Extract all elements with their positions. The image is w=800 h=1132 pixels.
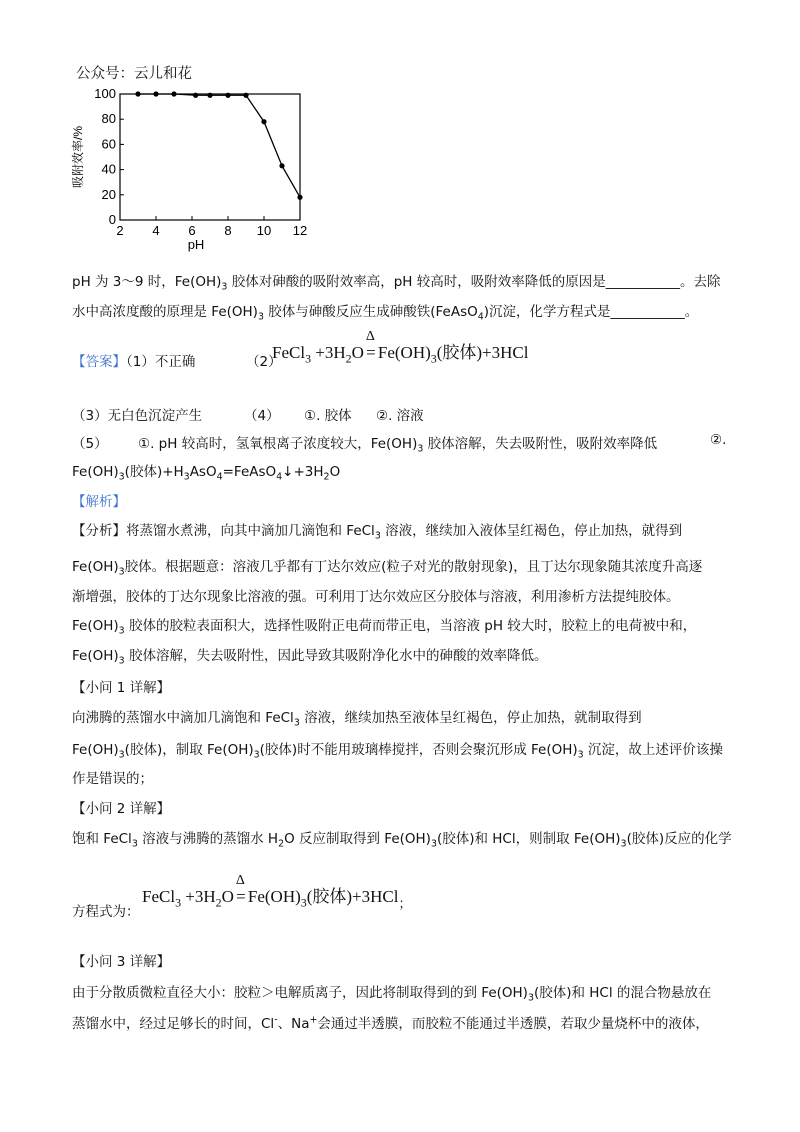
subquestion-3-line-1: 由于分散质微粒直径大小：胶粒＞电解质离子，因此将制取得到的到 $Fe(OH)_3$(胶体)和 HCl 的混合物悬放在 [72,985,712,1004]
analysis-line-1: 【分析】将蒸馏水煮沸，向其中滴加几滴饱和 FeCl$_3$ 溶液，继续加入液体呈红褐色，停止加热，就得到 [72,523,683,542]
subquestion-3-line-2: 蒸馏水中，经过足够长的时间，Cl-、Na+会通过半透膜，而胶粒不能通过半透膜，若取少量烧杯中的液体， [72,1014,709,1032]
analysis-line-3: 渐增强，胶体的丁达尔现象比溶液的强。可利用丁达尔效应区分胶体与溶液，利用渗析方法提纯胶体。 [72,589,680,605]
x-tick-label: 12 [292,223,308,238]
subquestion-1-line-2: $Fe(OH)_3$(胶体)，制取 $Fe(OH)_3$(胶体)时不能用玻璃棒搅拌，否则会聚沉形成 $Fe(OH)_3$ 沉淀，故上述评价该操 [72,742,723,761]
subquestion-2-equation: FeCl$_3$ $+3H_2O$ Δ = $Fe(OH)_3$(胶体)+3HCl$_;$ [142,873,412,911]
series-line [138,94,300,197]
subquestion-2-title: 【小问 2 详解】 [72,801,171,817]
data-point [261,119,266,124]
x-tick-label: 2 [116,223,124,238]
subquestion-1-title: 【小问 1 详解】 [72,680,171,696]
data-point [207,93,212,98]
question-line-2: 水中高浓度酸的原理是 $Fe(OH)_3$ 胶体与砷酸反应生成砷酸铁(FeAsO$_4$)沉淀，化学方程式是___________。 [72,304,699,323]
answer-label: 【答案】 [72,354,126,370]
answer-part-3: （3）无白色沉淀产生 [72,408,203,424]
adsorption-efficiency-chart [60,82,320,262]
subquestion-1-line-3: 作是错误的； [72,771,153,787]
answer-part-4-a: ①. 胶体 [304,408,352,424]
y-tick-label: 20 [101,186,116,202]
data-point [153,91,158,96]
y-tick-label: 0 [108,212,116,227]
subquestion-3-title: 【小问 3 详解】 [72,954,171,970]
plot-frame [120,94,300,220]
answer-line-1: 【答案】（1）不正确 [72,354,196,370]
x-axis-label: pH [187,237,205,252]
analysis-line-2: $Fe(OH)_3$胶体。根据题意：溶液几乎都有丁达尔效应(粒子对光的散射现象)，且丁达尔现象随其浓度升高逐 [72,559,703,578]
data-point [171,91,176,96]
answer-part-5-equation: $Fe(OH)_3$(胶体)$+H_3AsO_4=FeAsO_4↓+3H_2O$ [72,464,341,483]
analysis-label: 【解析】 [72,494,126,510]
data-point [135,91,140,96]
answer-part-5-label: （5） [72,436,108,452]
y-tick-label: 60 [101,136,116,152]
analysis-line-4: $Fe(OH)_3$ 胶体的胶粒表面积大，选择性吸附正电荷而带正电，当溶液 pH 较大时，胶粒上的电荷被中和， [72,618,697,637]
x-tick-label: 10 [256,223,272,238]
y-tick-label: 40 [101,161,116,177]
subquestion-1-line-1: 向沸腾的蒸馏水中滴加几滴饱和 FeCl$_3$ 溶液，继续加热至液体呈红褐色，停止加热，就制取得到 [72,710,642,729]
y-tick-label: 80 [101,111,116,127]
subquestion-2-line-2: 方程式为： [72,904,140,920]
x-tick-label: 8 [224,223,232,238]
y-axis-label: 吸附效率/% [71,125,85,189]
answer-equation-1: FeCl$_3$ $+3H_2O$ Δ = $Fe(OH)_3$(胶体)+3HCl [272,329,529,366]
question-line-1: pH 为 3～9 时，$Fe(OH)_3$ 胶体对砷酸的吸附效率高，pH 较高时，吸附效率降低的原因是___________。去除 [72,274,721,293]
x-tick-label: 4 [152,223,160,238]
data-point [297,195,302,200]
watermark-text: 公众号：云儿和花 [76,66,192,82]
answer-part-2-label: （2） [246,354,282,370]
answer-part-4-b: ②. 溶液 [376,408,424,424]
data-point [243,93,248,98]
answer-part-5-c: ②. [710,432,727,448]
analysis-line-5: $Fe(OH)_3$ 胶体溶解，失去吸附性，因此导致其吸附净化水中的砷酸的效率降低。 [72,648,548,667]
data-point [225,93,230,98]
x-tick-label: 6 [188,223,196,238]
data-point [193,93,198,98]
data-point [279,163,284,168]
answer-part-4-label: （4） [244,408,280,424]
answer-part-5-a: ①. pH 较高时，氢氧根离子浓度较大，$Fe(OH)_3$ 胶体溶解，失去吸附性，吸附效率降低 [138,436,658,455]
subquestion-2-line-1: 饱和 FeCl$_3$ 溶液与沸腾的蒸馏水 $H_2O$ 反应制取得到 $Fe(OH)_3$(胶体)和 HCl，则制取 $Fe(OH)_3$(胶体)反应的化学 [72,831,732,850]
y-tick-label: 100 [94,86,116,101]
